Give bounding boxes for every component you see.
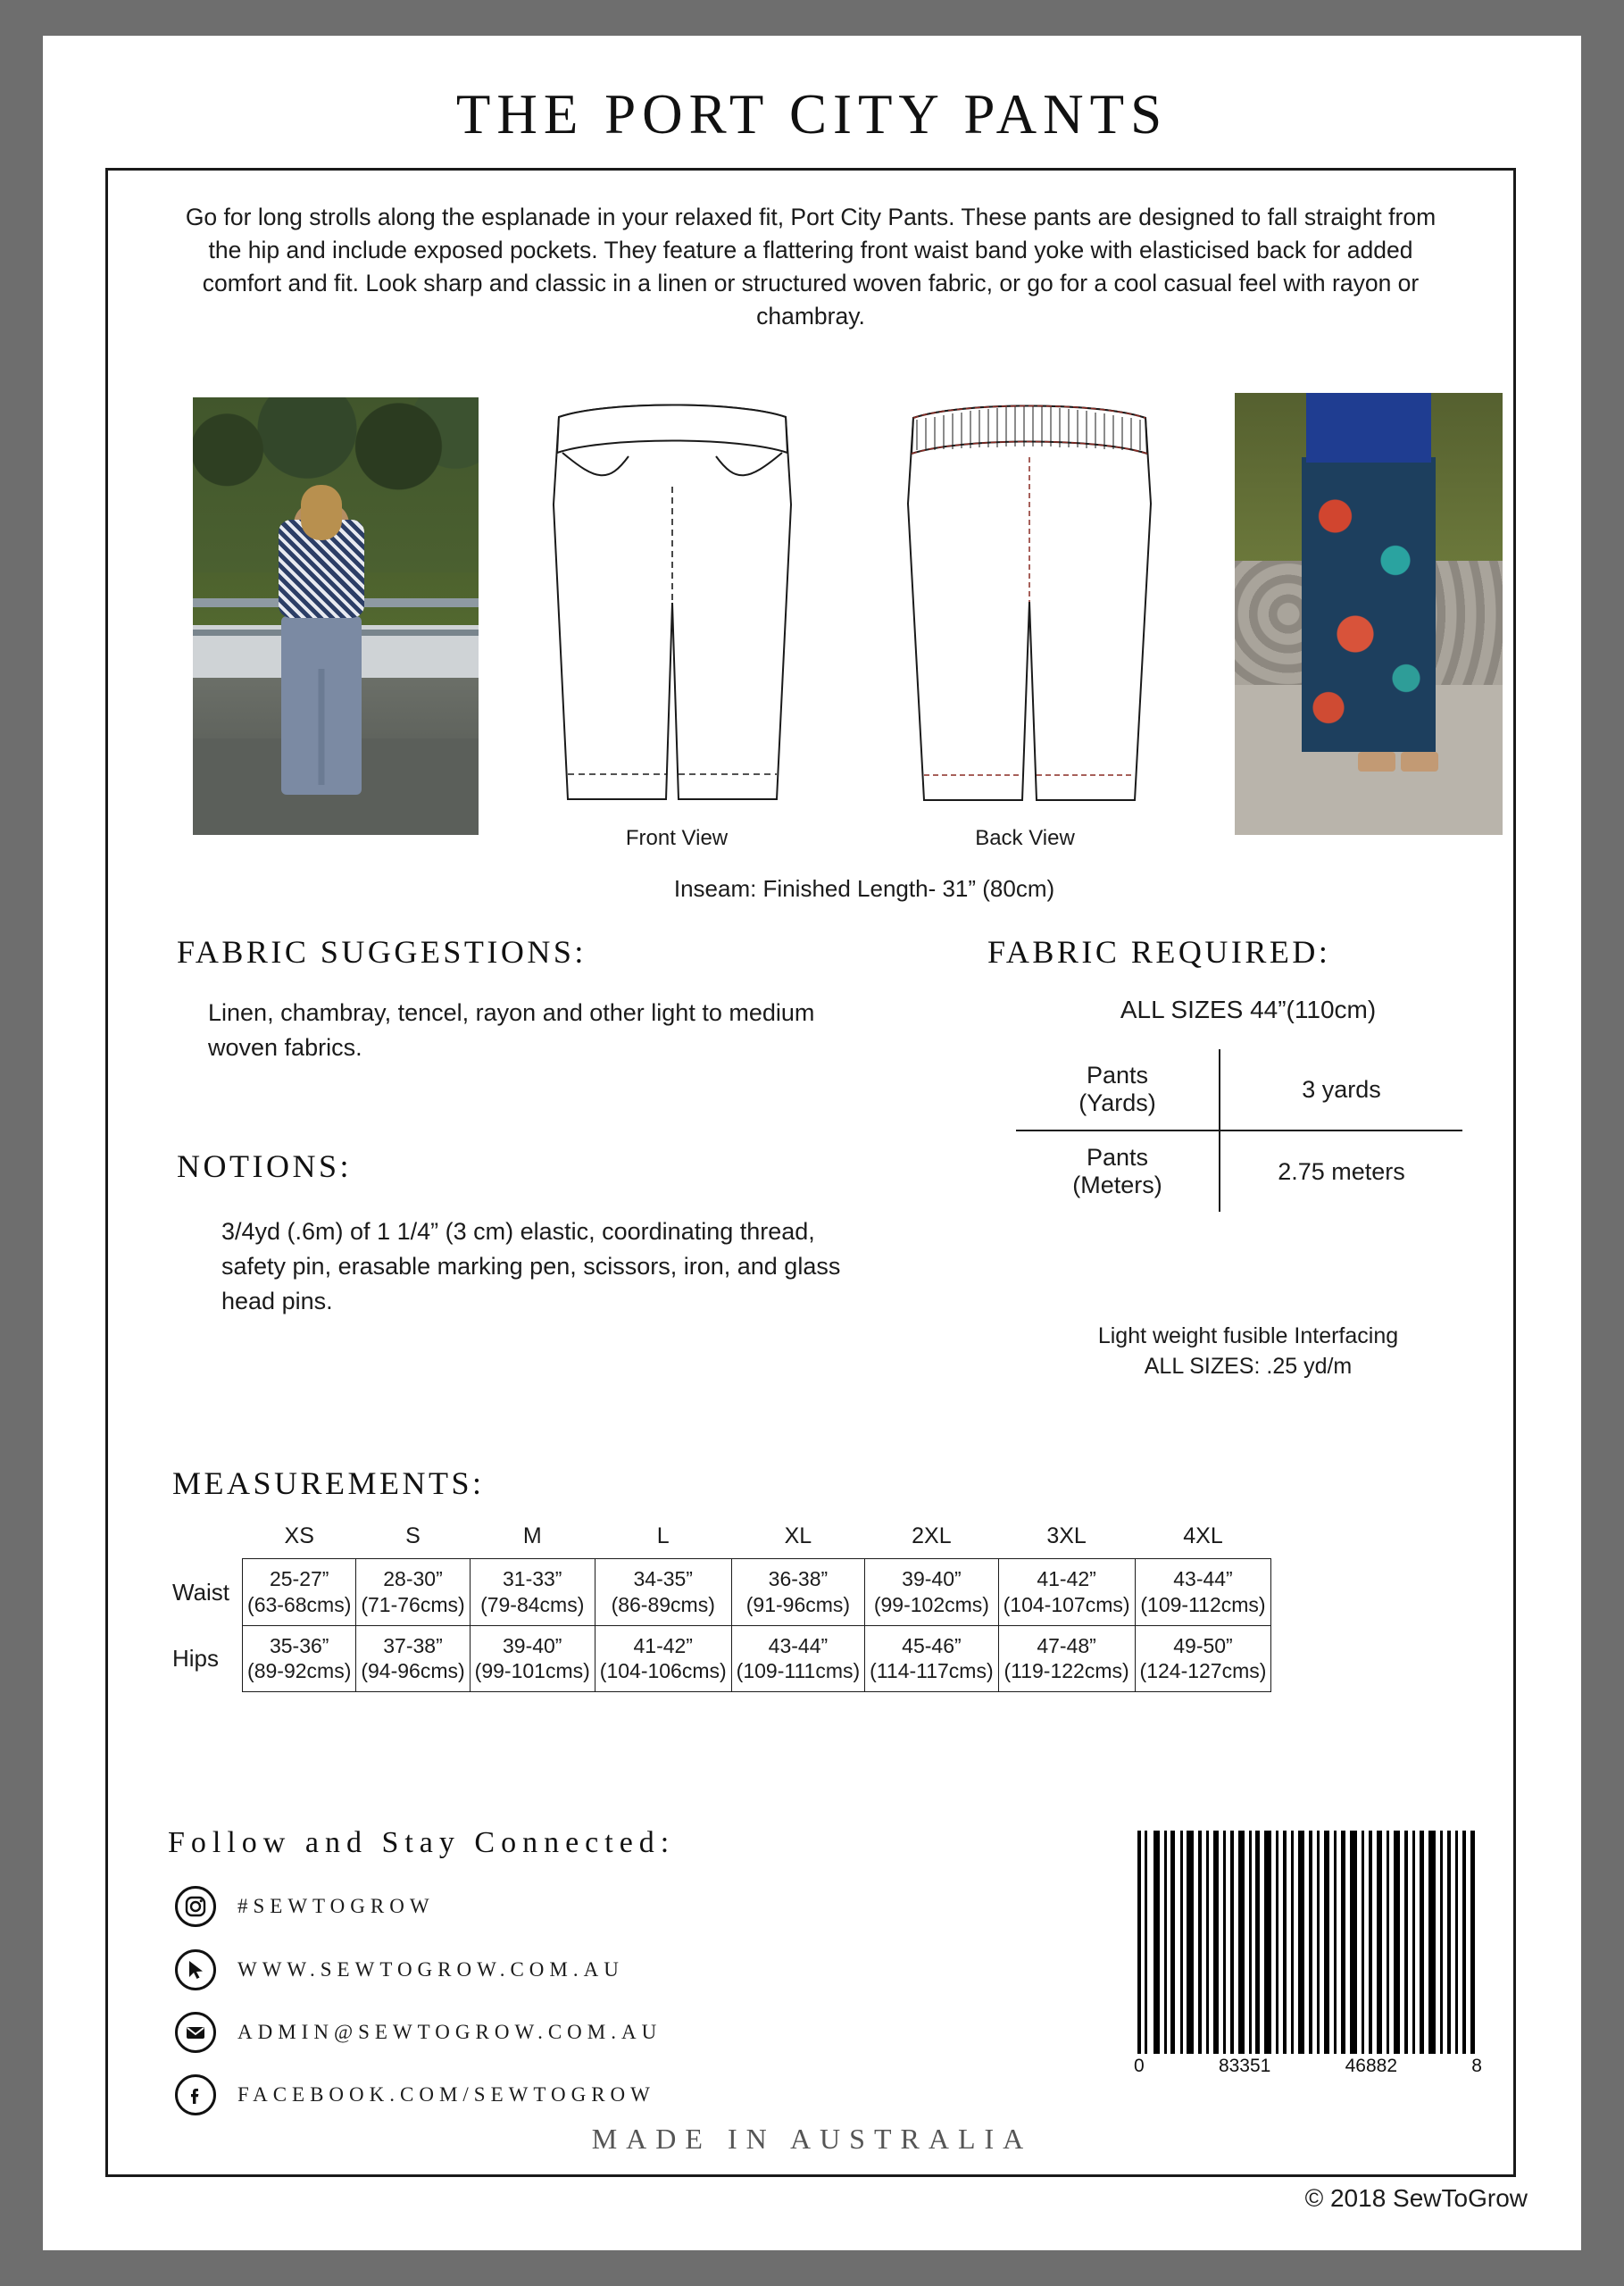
notions-heading: NOTIONS: — [177, 1148, 352, 1184]
size-header-s: S — [405, 1523, 421, 1548]
fabric-required-label-yards — [1016, 1049, 1220, 1130]
pattern-envelope-back — [43, 36, 1581, 2250]
hips-4xl: 49-50” (124-127cms) — [1135, 1625, 1271, 1692]
hips-2xl: 45-46” (114-117cms) — [865, 1625, 998, 1692]
waist-3xl: 41-42” (104-107cms) — [998, 1559, 1135, 1626]
follow-item-label: ADMIN@SEWTOGROW.COM.AU — [237, 2021, 662, 2043]
table-header-row — [168, 1518, 1271, 1559]
barcode-left-digit: 0 — [1134, 2056, 1145, 2076]
label-line2: (Yards) — [1079, 1089, 1156, 1116]
size-header-m: M — [522, 1523, 542, 1548]
technical-drawing-back — [895, 368, 1163, 828]
size-header-4xl: 4XL — [1183, 1523, 1223, 1548]
follow-item-website[interactable] — [175, 1949, 624, 1990]
barcode-group-2: 46882 — [1345, 2056, 1398, 2076]
barcode-digits — [1134, 2056, 1482, 2077]
follow-item-instagram[interactable] — [175, 1886, 435, 1927]
fabric-required-value-meters: 2.75 meters — [1278, 1157, 1405, 1185]
hips-m: 39-40” (99-101cms) — [470, 1625, 595, 1692]
size-header-2xl: 2XL — [912, 1523, 952, 1548]
waist-l: 34-35” (86-89cms) — [595, 1559, 731, 1626]
follow-item-facebook[interactable] — [175, 2074, 655, 2115]
made-in-australia: MADE IN AUSTRALIA — [591, 2123, 1033, 2155]
fabric-suggestions-text: Linen, chambray, tencel, rayon and other light to medium woven fabrics. — [208, 999, 815, 1062]
hips-xl: 43-44” (109-111cms) — [731, 1625, 864, 1692]
follow-item-label: FACEBOOK.COM/SEWTOGROW — [237, 2083, 655, 2106]
notions-text: 3/4yd (.6m) of 1 1/4” (3 cm) elastic, coordinating thread, safety pin, erasable marking pen, scissors, iron, and glass head pins. — [221, 1218, 841, 1315]
table-row — [168, 1559, 1271, 1626]
label-line2: (Meters) — [1072, 1172, 1162, 1198]
back-view-label: Back View — [975, 826, 1075, 850]
size-header-l: L — [656, 1523, 670, 1548]
label-line1: Pants — [1086, 1062, 1149, 1089]
technical-drawing-front — [543, 371, 802, 826]
fabric-required-all-sizes: ALL SIZES 44”(110cm) — [1120, 996, 1377, 1023]
barcode — [1134, 1831, 1482, 2090]
facebook-icon — [175, 2074, 216, 2115]
follow-heading: Follow and Stay Connected: — [168, 1826, 676, 1859]
size-header-xs: XS — [284, 1523, 314, 1548]
measurement-row-label-waist: Waist — [172, 1578, 230, 1606]
front-view-label: Front View — [625, 826, 729, 850]
label-line1: Pants — [1086, 1144, 1149, 1171]
hips-3xl: 47-48” (119-122cms) — [998, 1625, 1135, 1692]
follow-item-label: WWW.SEWTOGROW.COM.AU — [237, 1958, 624, 1981]
table-row — [1016, 1049, 1462, 1130]
fabric-suggestions-heading: FABRIC SUGGESTIONS: — [177, 934, 587, 970]
instagram-icon — [175, 1886, 216, 1927]
barcode-group-1: 83351 — [1218, 2056, 1271, 2076]
table-row — [168, 1625, 1271, 1692]
hips-l: 41-42” (104-106cms) — [595, 1625, 731, 1692]
measurements-heading: MEASUREMENTS: — [172, 1465, 485, 1501]
waist-s: 28-30” (71-76cms) — [356, 1559, 470, 1626]
fabric-required-table — [1016, 1049, 1462, 1212]
measurements-table — [168, 1518, 1271, 1692]
fabric-required-heading: FABRIC REQUIRED: — [987, 934, 1331, 970]
barcode-bars — [1134, 1831, 1482, 2054]
waist-xs: 25-27” (63-68cms) — [243, 1559, 356, 1626]
fabric-required-label-meters — [1016, 1130, 1220, 1212]
interfacing-line2: ALL SIZES: .25 yd/m — [1144, 1353, 1353, 1379]
size-header-xl: XL — [784, 1523, 812, 1548]
intro-paragraph: Go for long strolls along the esplanade in your relaxed fit, Port City Pants. These pants are designed to fall straight from the hip and include exposed pockets. They feature a flattering front waist band yoke with elasticised back for added comfort and fit. Look sharp and classic in a linen or structured woven fabric, or go for a cool casual feel with rayon or chambray. — [185, 204, 1437, 330]
waist-xl: 36-38” (91-96cms) — [731, 1559, 864, 1626]
follow-item-email[interactable] — [175, 2012, 662, 2053]
interfacing-line1: Light weight fusible Interfacing — [1097, 1323, 1399, 1348]
waist-4xl: 43-44” (109-112cms) — [1135, 1559, 1271, 1626]
follow-item-label: #SEWTOGROW — [237, 1895, 435, 1917]
hips-xs: 35-36” (89-92cms) — [243, 1625, 356, 1692]
measurements-corner — [168, 1518, 243, 1559]
fabric-required-value-yards: 3 yards — [1220, 1049, 1462, 1130]
hips-s: 37-38” (94-96cms) — [356, 1625, 470, 1692]
table-row — [1016, 1130, 1462, 1212]
model-photo-paisley-pants — [1235, 393, 1503, 835]
page-title: THE PORT CITY PANTS — [455, 83, 1169, 146]
interfacing-note — [989, 1322, 1507, 1382]
size-header-3xl: 3XL — [1046, 1523, 1087, 1548]
measurement-row-label-hips: Hips — [172, 1645, 220, 1672]
inseam-note: Inseam: Finished Length- 31” (80cm) — [673, 875, 1055, 902]
model-photo-blue-pants — [193, 397, 479, 835]
copyright: © 2018 SewToGrow — [1304, 2184, 1528, 2212]
cursor-icon — [175, 1949, 216, 1990]
waist-2xl: 39-40” (99-102cms) — [865, 1559, 998, 1626]
waist-m: 31-33” (79-84cms) — [470, 1559, 595, 1626]
barcode-right-digit: 8 — [1471, 2056, 1482, 2076]
email-icon — [175, 2012, 216, 2053]
